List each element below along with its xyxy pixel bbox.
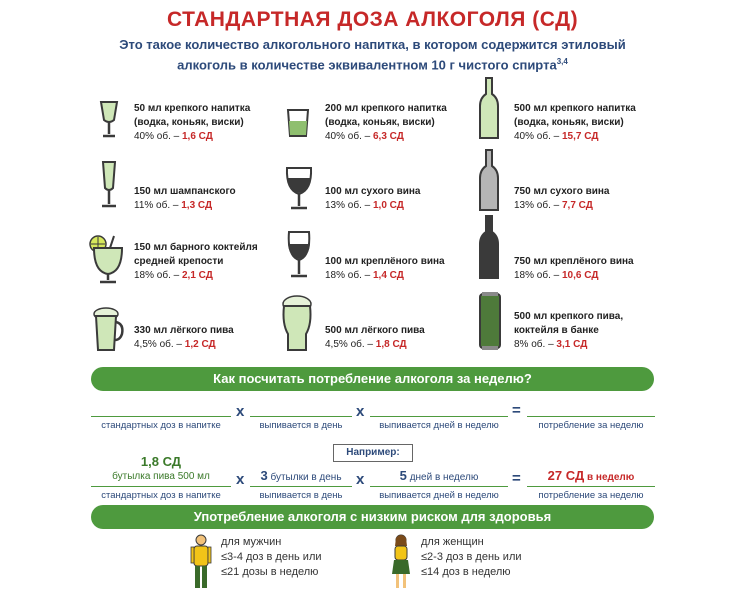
drink-sd: 6,3 СД: [372, 131, 404, 142]
drink-sd: 1,4 СД: [372, 270, 404, 281]
example-total-num: 27 СД: [547, 468, 585, 483]
caption-doses: стандартных доз в напитке: [101, 420, 221, 431]
doses-line: [91, 416, 231, 417]
tumbler-glass-icon: [286, 108, 310, 138]
page-subtitle: [60, 36, 685, 73]
lowrisk-section-header: Употребление алкоголя с низким риском для здоровья: [91, 505, 654, 529]
drink-item: [134, 185, 236, 213]
drink-item: [134, 241, 258, 283]
subtitle-line1: Это такое количество алкогольного напитка, в котором содержится этиловый: [119, 37, 626, 52]
caption-doses: стандартных доз в напитке: [101, 490, 221, 501]
drink-name: 200 мл крепкого напитка: [325, 103, 447, 114]
wine-bottle-icon: [478, 148, 500, 214]
drink-name-extra: (водка, коньяк, виски): [325, 117, 435, 128]
multiply-sign: x: [236, 471, 245, 488]
drink-sd: 15,7 СД: [561, 131, 599, 142]
liqueur-glass-icon: [98, 100, 120, 140]
example-days: [370, 468, 508, 483]
fortified-wine-bottle-icon: [478, 214, 500, 282]
drink-name: 100 мл креплёного вина: [325, 256, 445, 267]
drink-name: 330 мл лёгкого пива: [134, 325, 234, 336]
beer-can-icon: [478, 290, 502, 352]
drink-abv: 40% об. –: [325, 131, 373, 142]
men-weekly-limit: ≤21 дозы в неделю: [221, 566, 319, 578]
drink-sd: 1,8 СД: [375, 339, 407, 350]
caption-total: потребление за неделю: [538, 490, 644, 501]
drink-item: [134, 324, 234, 352]
men-daily-limit: ≤3-4 доз в день или: [221, 551, 322, 563]
beer-glass-large-icon: [280, 294, 314, 354]
drink-sd: 1,3 СД: [181, 200, 213, 211]
man-icon: [190, 534, 212, 590]
subtitle-line2: алкоголь в количестве эквивалентном 10 г чистого спирта: [177, 57, 557, 73]
drink-name: 500 мл лёгкого пива: [325, 325, 425, 336]
example-total: [527, 468, 655, 483]
women-daily-limit: ≤2-3 доз в день или: [421, 551, 522, 563]
total-line: [527, 416, 655, 417]
drink-abv: 13% об. –: [514, 200, 562, 211]
example-per-day: [250, 468, 352, 483]
example-sd: 1,8 СД: [140, 454, 182, 469]
drink-item: [325, 185, 420, 213]
subtitle-footnote: 3,4: [556, 57, 568, 66]
example-days-text: дней в неделю: [409, 472, 479, 483]
equals-sign: =: [512, 402, 521, 419]
drink-abv: 13% об. –: [325, 200, 373, 211]
days-line: [370, 486, 508, 487]
drink-abv: 8% об. –: [514, 339, 557, 350]
women-weekly-limit: ≤14 доз в неделю: [421, 566, 511, 578]
drink-item: [325, 324, 425, 352]
drink-abv: 40% об. –: [134, 131, 182, 142]
weekly-section-header: Как посчитать потребление алкоголя за неделю?: [91, 367, 654, 391]
drink-name: 50 мл крепкого напитка: [134, 103, 251, 114]
example-per-day-num: 3: [260, 468, 268, 483]
drink-sd: 1,2 СД: [184, 339, 216, 350]
drink-name: 500 мл крепкого напитка: [514, 103, 636, 114]
drink-abv: 11% об. –: [134, 200, 182, 211]
drink-abv: 40% об. –: [514, 131, 562, 142]
drink-name-extra: (водка, коньяк, виски): [514, 117, 624, 128]
example-total-text: в неделю: [587, 472, 635, 483]
drink-name-extra: (водка, коньяк, виски): [134, 117, 244, 128]
drink-sd: 7,7 СД: [561, 200, 593, 211]
champagne-flute-icon: [98, 160, 120, 210]
total-line: [527, 486, 655, 487]
drink-name-extra: средней крепости: [134, 256, 224, 267]
doses-line: [91, 486, 231, 487]
drink-abv: 18% об. –: [325, 270, 373, 281]
wine-glass-icon: [284, 166, 314, 212]
multiply-sign: x: [356, 471, 365, 488]
drink-item: [514, 255, 634, 283]
drink-sd: 1,6 СД: [181, 131, 213, 142]
drink-name: 150 мл шампанского: [134, 186, 236, 197]
drink-abv: 18% об. –: [514, 270, 562, 281]
caption-total: потребление за неделю: [538, 420, 644, 431]
drink-abv: 4,5% об. –: [134, 339, 185, 350]
drink-sd: 2,1 СД: [181, 270, 213, 281]
equals-sign: =: [512, 470, 521, 487]
drink-name: 750 мл креплёного вина: [514, 256, 634, 267]
men-label: для мужчин: [221, 536, 282, 548]
per-day-line: [250, 416, 352, 417]
spirit-bottle-icon: [478, 76, 500, 142]
beer-glass-small-icon: [92, 306, 126, 354]
drink-item: [514, 310, 623, 352]
caption-per-day: выпивается в день: [259, 490, 343, 501]
drink-sd: 10,6 СД: [561, 270, 599, 281]
multiply-sign: x: [356, 403, 365, 420]
example-label: Например:: [333, 444, 413, 462]
drink-item: [325, 255, 445, 283]
caption-per-day: выпивается в день: [259, 420, 343, 431]
days-line: [370, 416, 508, 417]
multiply-sign: x: [236, 403, 245, 420]
drink-sd: 1,0 СД: [372, 200, 404, 211]
fortified-wine-glass-icon: [284, 230, 314, 280]
women-limits: [421, 535, 522, 580]
drink-name-extra: коктейля в банке: [514, 325, 599, 336]
example-drink: бутылка пива 500 мл: [112, 471, 210, 482]
caption-days: выпивается дней в неделю: [379, 420, 499, 431]
drink-item: [514, 102, 636, 144]
example-per-day-text: бутылки в день: [270, 472, 342, 483]
drink-abv: 18% об. –: [134, 270, 182, 281]
drink-item: [514, 185, 609, 213]
women-label: для женщин: [421, 536, 484, 548]
per-day-line: [250, 486, 352, 487]
example-days-num: 5: [399, 468, 407, 483]
drink-name: 150 мл барного коктейля: [134, 242, 258, 253]
page-title: СТАНДАРТНАЯ ДОЗА АЛКОГОЛЯ (СД): [166, 8, 579, 31]
men-limits: [221, 535, 322, 580]
drink-name: 750 мл сухого вина: [514, 186, 610, 197]
caption-days: выпивается дней в неделю: [379, 490, 499, 501]
cocktail-glass-icon: [88, 234, 128, 286]
woman-icon: [390, 534, 412, 590]
drink-abv: 4,5% об. –: [325, 339, 376, 350]
drink-item: [134, 102, 250, 144]
drink-item: [325, 102, 447, 144]
drink-sd: 3,1 СД: [556, 339, 588, 350]
drink-name: 500 мл крепкого пива,: [514, 311, 624, 322]
drink-name: 100 мл сухого вина: [325, 186, 421, 197]
